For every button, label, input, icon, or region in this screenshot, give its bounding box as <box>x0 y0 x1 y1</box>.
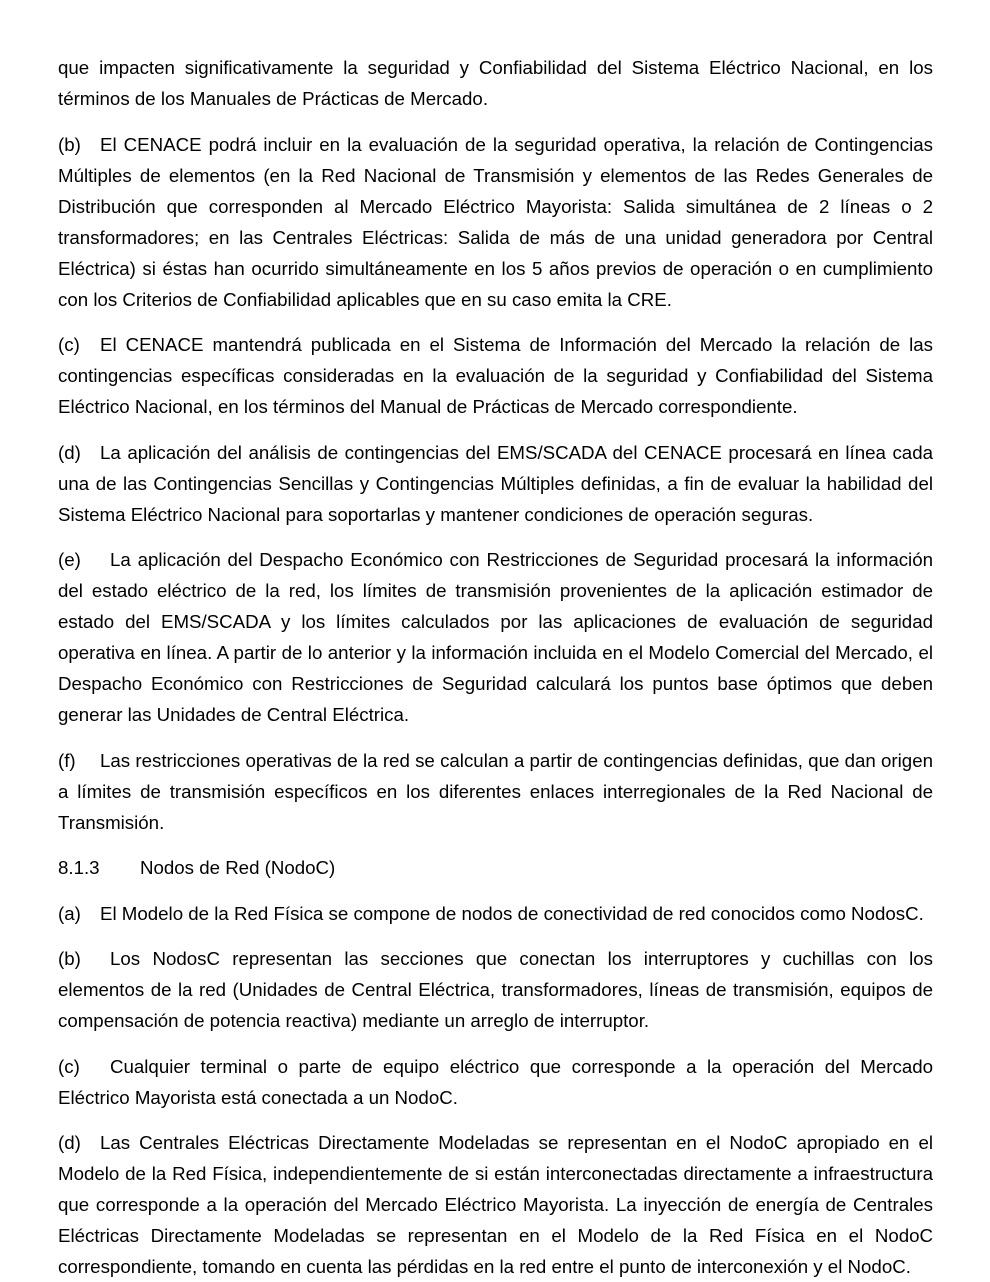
list-marker-a: (a) <box>58 902 81 924</box>
document-body <box>58 52 933 1282</box>
paragraph-text: Cualquier terminal o parte de equipo eléctrico que corresponde a la operación del Mercado Eléctrico Mayorista está conectada a un NodoC. <box>58 1055 933 1108</box>
paragraph-d <box>58 437 933 530</box>
paragraph-c <box>58 329 933 422</box>
list-marker-d: (d) <box>58 1132 81 1153</box>
paragraph-text: Los NodosC representan las secciones que conectan los interruptores y cuchillas con los elementos de la red (Unidades de Central Eléctrica, transformadores, líneas de transmisión, equipos de compensación de potencia reactiva) mediante un arreglo de interruptor. <box>58 948 933 1031</box>
paragraph-text: El Modelo de la Red Física se compone de nodos de conectividad de red conocidos como NodosC. <box>100 902 924 924</box>
list-marker-d: (d) <box>58 441 81 463</box>
list-marker-c: (c) <box>58 334 80 355</box>
paragraph-text: El CENACE podrá incluir en la evaluación de la seguridad operativa, la relación de Contingencias Múltiples de elementos (en la Red Nacional de Transmisión y elementos de las Redes Generales de Distribución que corresponden al Mercado Eléctrico Mayorista: Salida simultánea de 2 líneas o 2 transformadores; en las Centrales Eléctricas: Salida de más de una unidad generadora por Central Eléctrica) si éstas han ocurrido simultáneamente en los 5 años previos de operación o en cumplimiento con los Criterios de Confiabilidad aplicables que en su caso emita la CRE. <box>58 133 933 310</box>
section-number: 8.1.3 <box>58 857 100 878</box>
paragraph-e <box>58 544 933 730</box>
paragraph-8-1-3-a <box>58 898 933 929</box>
paragraph-8-1-3-b <box>58 943 933 1036</box>
paragraph-continuation <box>58 52 933 114</box>
list-marker-b: (b) <box>58 133 81 155</box>
paragraph-text: La aplicación del análisis de contingencias del EMS/SCADA del CENACE procesará en línea cada una de las Contingencias Sencillas y Contingencias Múltiples definidas, a fin de evaluar la habilidad del Sistema Eléctrico Nacional para soportarlas y mantener condiciones de operación seguras. <box>58 441 933 525</box>
list-marker-c: (c) <box>58 1055 80 1077</box>
paragraph-text: Las Centrales Eléctricas Directamente Modeladas se representan en el NodoC apropiado en el Modelo de la Red Física, independientemente de si están interconectadas directamente a infraestructura que corresponde a la operación del Mercado Eléctrico Mayorista. La inyección de energía de Centrales Eléctricas Directamente Modeladas se representan en el Modelo de la Red Física en el NodoC correspondiente, tomando en cuenta las pérdidas en la red entre el punto de interconexión y el NodoC. <box>58 1132 933 1277</box>
paragraph-text: que impacten significativamente la seguridad y Confiabilidad del Sistema Eléctrico Nacional, en los términos de los Manuales de Prácticas de Mercado. <box>58 57 933 109</box>
paragraph-8-1-3-d <box>58 1127 933 1282</box>
paragraph-text: Las restricciones operativas de la red se calculan a partir de contingencias definidas, que dan origen a límites de transmisión específicos en los diferentes enlaces interregionales de la Red Nacional de Transmisión. <box>58 749 933 833</box>
list-marker-b: (b) <box>58 948 81 969</box>
paragraph-b <box>58 129 933 315</box>
paragraph-f <box>58 745 933 838</box>
paragraph-text: La aplicación del Despacho Económico con Restricciones de Seguridad procesará la información del estado eléctrico de la red, los límites de transmisión provenientes de la aplicación estimador de estado del EMS/SCADA y los límites calculados por las aplicaciones de evaluación de seguridad operativa en línea. A partir de lo anterior y la información incluida en el Modelo Comercial del Mercado, el Despacho Económico con Restricciones de Seguridad calculará los puntos base óptimos que deben generar las Unidades de Central Eléctrica. <box>58 549 933 725</box>
paragraph-8-1-3-c <box>58 1051 933 1113</box>
section-heading-8-1-3 <box>58 852 933 883</box>
list-marker-e: (e) <box>58 549 81 570</box>
section-title: Nodos de Red (NodoC) <box>140 857 336 878</box>
list-marker-f: (f) <box>58 749 76 771</box>
paragraph-text: El CENACE mantendrá publicada en el Sistema de Información del Mercado la relación de las contingencias específicas consideradas en la evaluación de la seguridad y Confiabilidad del Sistema Eléctrico Nacional, en los términos del Manual de Prácticas de Mercado correspondiente. <box>58 334 933 417</box>
